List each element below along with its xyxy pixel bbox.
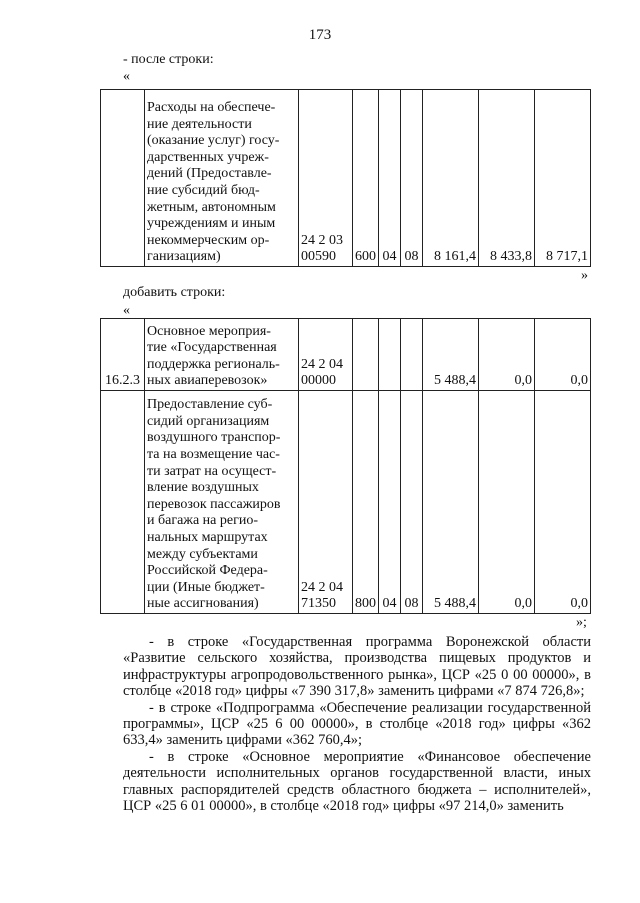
row-2019: 8 433,8: [479, 90, 535, 267]
row-2018: 8 161,4: [423, 90, 479, 267]
row-number: [101, 90, 145, 267]
table-row: [101, 90, 591, 267]
row-2020: 8 717,1: [535, 90, 591, 267]
row-csr: 24 2 03 00590: [299, 90, 353, 267]
row-number: 16.2.3: [101, 319, 145, 391]
row-2020: 0,0: [535, 319, 591, 391]
intro-after-row: - после строки:: [123, 52, 214, 67]
row-2019: 0,0: [479, 391, 535, 614]
amendment-paragraph: - в строке «Подпрограмма «Обеспечение реализации государственной программы», ЦСР «25 6 00 00000», в столбце «2018 год» цифры «362 633,4» заменить цифрами «362 760,4»;: [123, 699, 591, 749]
row-vr: [353, 319, 379, 391]
row-rz: 04: [379, 391, 401, 614]
row-name: Основное мероприя- тие «Государственная поддержка региональ- ных авиаперевозок»: [145, 319, 299, 391]
amendment-paragraph: - в строке «Государственная программа Воронежской области «Развитие сельского хозяйства, производства пищевых продуктов и инфраструктуры агропродовольственного рынка», ЦСР «25 0 00 00000», в столбце «2018 год» цифры «7 390 317,8» заменить цифрами «7 874 726,8»;: [123, 634, 591, 700]
row-pr: 08: [401, 90, 423, 267]
open-quote: «: [123, 69, 130, 84]
row-csr: 24 2 04 00000: [299, 319, 353, 391]
table-row: [101, 391, 591, 614]
close-quote: »;: [576, 615, 587, 630]
amendment-paragraph: - в строке «Основное мероприятие «Финансовое обеспечение деятельности исполнительных органов государственной власти, иных главных распорядителей средств областного бюджета – исполнителей», ЦСР «25 6 01 00000», в столбце «2018 год» цифры «97 214,0» заменить: [123, 748, 591, 815]
close-quote: »: [581, 268, 588, 283]
row-2018: 5 488,4: [423, 319, 479, 391]
row-number: [101, 391, 145, 614]
row-name: Предоставление суб- сидий организациям воздушного транспор- та на возмещение час- ти затрат на осущест- вление воздушных перевозок пассажиров и багажа на регио- нальных маршрутах между субъектами Российской Федера- ции (Иные бюджет- ные ассигнования): [145, 391, 299, 614]
row-name: Расходы на обеспече- ние деятельности (оказание услуг) госу- дарственных учреж- дений (Предоставле- ние субсидий бюд- жетным, автономным учреждениям и иным некоммерческим ор- ганизациям): [145, 90, 299, 267]
budget-table-existing: [100, 89, 591, 267]
row-pr: [401, 319, 423, 391]
row-2018: 5 488,4: [423, 391, 479, 614]
row-2020: 0,0: [535, 391, 591, 614]
row-vr: 800: [353, 391, 379, 614]
row-2019: 0,0: [479, 319, 535, 391]
row-rz: [379, 319, 401, 391]
table-row: [101, 319, 591, 391]
page-number: 173: [308, 27, 332, 43]
row-rz: 04: [379, 90, 401, 267]
intro-add-rows: добавить строки:: [123, 285, 226, 300]
row-csr: 24 2 04 71350: [299, 391, 353, 614]
row-pr: 08: [401, 391, 423, 614]
open-quote: «: [123, 303, 130, 318]
row-vr: 600: [353, 90, 379, 267]
amendment-paragraphs: [123, 634, 591, 814]
budget-table-added: [100, 318, 591, 614]
